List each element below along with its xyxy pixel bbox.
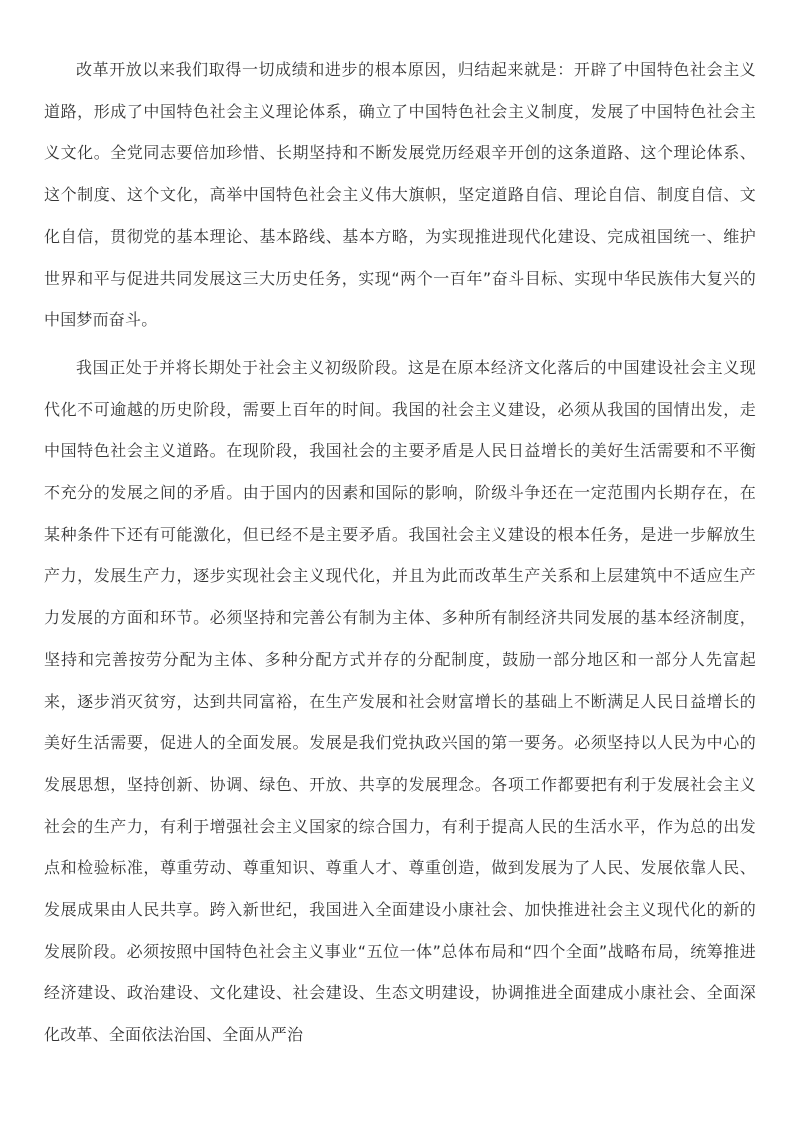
paragraph-1: 改革开放以来我们取得一切成绩和进步的根本原因，归结起来就是：开辟了中国特色社会主义道路，形成了中国特色社会主义理论体系，确立了中国特色社会主义制度，发展了中国特色社会主义文化。全党同志要倍加珍惜、长期坚持和不断发展党历经艰辛开创的这条道路、这个理论体系、这个制度、这个文化，高举中国特色社会主义伟大旗帜，坚定道路自信、理论自信、制度自信、文化自信，贯彻党的基本理论、基本路线、基本方略，为实现推进现代化建设、完成祖国统一、维护世界和平与促进共同发展这三大历史任务，实现“两个一百年”奋斗目标、实现中华民族伟大复兴的中国梦而奋斗。 bbox=[44, 60, 756, 330]
paragraph-2: 我国正处于并将长期处于社会主义初级阶段。这是在原本经济文化落后的中国建设社会主义现代化不可逾越的历史阶段，需要上百年的时间。我国的社会主义建设，必须从我国的国情出发，走中国特色社会主义道路。在现阶段，我国社会的主要矛盾是人民日益增长的美好生活需要和不平衡不充分的发展之间的矛盾。由于国内的因素和国际的影响，阶级斗争还在一定范围内长期存在，在某种条件下还有可能激化，但已经不是主要矛盾。我国社会主义建设的根本任务，是进一步解放生产力，发展生产力，逐步实现社会主义现代化，并且为此而改革生产关系和上层建筑中不适应生产力发展的方面和环节。必须坚持和完善公有制为主体、多种所有制经济共同发展的基本经济制度，坚持和完善按劳分配为主体、多种分配方式并存的分配制度，鼓励一部分地区和一部分人先富起来，逐步消灭贫穷，达到共同富裕，在生产发展和社会财富增长的基础上不断满足人民日益增长的美好生活需要，促进人的全面发展。发展是我们党执政兴国的第一要务。必须坚持以人民为中心的发展思想，坚持创新、协调、绿色、开放、共享的发展理念。各项工作都要把有利于发展社会主义社会的生产力，有利于增强社会主义国家的综合国力，有利于提高人民的生活水平，作为总的出发点和检验标准，尊重劳动、尊重知识、尊重人才、尊重创造，做到发展为了人民、发展依靠人民、发展成果由人民共享。跨入新世纪，我国进入全面建设小康社会、加快推进社会主义现代化的新的发展阶段。必须按照中国特色社会主义事业“五位一体”总体布局和“四个全面”战略布局，统筹推进经济建设、政治建设、文化建设、社会建设、生态文明建设，协调推进全面建成小康社会、全面深化改革、全面依法治国、全面从严治 bbox=[44, 357, 756, 1045]
